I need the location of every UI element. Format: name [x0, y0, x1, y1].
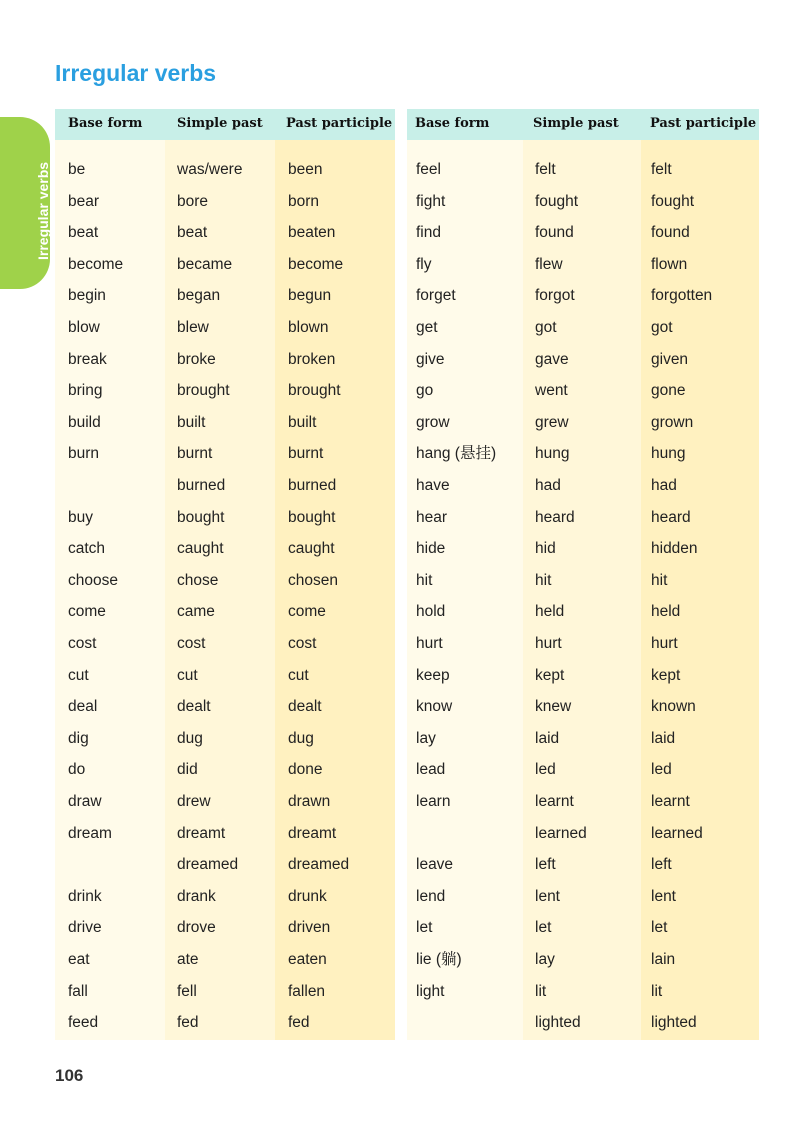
- cell-past-participle: driven: [288, 919, 331, 937]
- cell-simple-past: burnt: [177, 445, 213, 463]
- cell-past-participle: dealt: [288, 698, 322, 716]
- cell-simple-past: lay: [535, 951, 555, 968]
- cell-simple-past: bore: [177, 192, 209, 210]
- cell-base-form: fall: [68, 982, 88, 1000]
- table-header: [407, 109, 759, 140]
- page-title: Irregular verbs: [55, 60, 217, 86]
- cell-past-participle: caught: [288, 540, 335, 558]
- cell-simple-past: became: [177, 255, 233, 273]
- cell-past-participle: burned: [288, 477, 337, 494]
- cell-past-participle: let: [651, 919, 668, 937]
- cell-base-form: hear: [416, 508, 448, 526]
- cell-past-participle: gone: [651, 382, 686, 400]
- cell-base-form: go: [416, 382, 434, 400]
- cell-past-participle: cut: [288, 666, 309, 684]
- cell-past-participle: hung: [651, 445, 686, 463]
- cell-base-form: keep: [416, 666, 450, 684]
- cell-base-form: feel: [416, 161, 441, 178]
- cell-simple-past: dreamt: [177, 824, 226, 842]
- cell-base-form: lend: [416, 887, 446, 905]
- cell-past-participle: kept: [651, 666, 681, 684]
- cell-base-form: grow: [416, 413, 450, 431]
- cell-simple-past: beat: [177, 224, 208, 242]
- cell-past-participle: hidden: [651, 540, 698, 558]
- cell-base-form: dig: [68, 729, 89, 747]
- table-header: [55, 109, 395, 140]
- cell-past-participle: drunk: [288, 887, 327, 905]
- cell-simple-past: came: [177, 603, 215, 621]
- cell-simple-past: hurt: [535, 635, 562, 652]
- cell-base-form: buy: [68, 508, 93, 526]
- cell-simple-past: ate: [177, 951, 199, 968]
- cell-past-participle: been: [288, 161, 323, 178]
- cell-simple-past: held: [535, 603, 565, 621]
- cell-base-form: break: [68, 350, 107, 368]
- cell-past-participle: held: [651, 603, 681, 621]
- cell-base-form: be: [68, 161, 86, 178]
- cell-simple-past: went: [535, 382, 568, 400]
- cell-simple-past: hung: [535, 445, 570, 463]
- cell-simple-past: lent: [535, 887, 560, 905]
- cell-past-participle: fallen: [288, 982, 326, 1000]
- cell-simple-past: bought: [177, 508, 225, 526]
- cell-simple-past: was/were: [177, 161, 243, 178]
- cell-past-participle: lit: [651, 982, 663, 1000]
- cell-base-form: lead: [416, 761, 446, 779]
- cell-past-participle: lighted: [651, 1014, 697, 1032]
- cell-past-participle: drawn: [288, 793, 331, 810]
- cell-simple-past: built: [177, 413, 206, 431]
- cell-simple-past: got: [535, 319, 557, 336]
- cell-base-form: hang (悬挂): [416, 445, 497, 463]
- cell-simple-past: drew: [177, 793, 211, 810]
- cell-past-participle: known: [651, 698, 696, 716]
- cell-base-form: forget: [416, 287, 456, 305]
- cell-simple-past: caught: [177, 540, 224, 558]
- cell-simple-past: cut: [177, 666, 198, 684]
- cell-simple-past: let: [535, 919, 552, 937]
- cell-base-form: build: [68, 413, 101, 431]
- cell-simple-past: dealt: [177, 698, 211, 716]
- cell-simple-past: left: [535, 856, 556, 874]
- cell-past-participle: got: [651, 319, 673, 336]
- cell-simple-past: began: [177, 287, 221, 305]
- cell-past-participle: born: [288, 192, 320, 210]
- cell-simple-past: grew: [535, 413, 569, 431]
- header-simple-past: Simple past: [177, 116, 263, 131]
- cell-past-participle: led: [651, 761, 672, 779]
- cell-past-participle: grown: [651, 413, 694, 431]
- cell-base-form: fight: [416, 192, 446, 210]
- cell-past-participle: built: [288, 413, 317, 431]
- cell-simple-past: brought: [177, 382, 230, 400]
- cell-simple-past: blew: [177, 319, 209, 336]
- cell-simple-past: did: [177, 761, 198, 779]
- cell-base-form: drink: [68, 887, 102, 905]
- cell-simple-past: found: [535, 224, 574, 242]
- cell-simple-past: flew: [535, 255, 563, 273]
- cell-past-participle: eaten: [288, 951, 327, 968]
- cell-simple-past: drove: [177, 919, 216, 937]
- cell-base-form: fly: [416, 255, 432, 273]
- cell-simple-past: fed: [177, 1014, 199, 1032]
- cell-simple-past: kept: [535, 666, 565, 684]
- cell-simple-past: felt: [535, 161, 556, 178]
- cell-simple-past: learnt: [535, 793, 574, 810]
- cell-past-participle: beaten: [288, 224, 336, 242]
- cell-past-participle: left: [651, 856, 672, 874]
- header-past-participle: Past participle: [286, 116, 393, 131]
- cell-simple-past: fell: [177, 982, 197, 1000]
- cell-simple-past: broke: [177, 350, 216, 368]
- cell-simple-past: lighted: [535, 1014, 581, 1032]
- cell-base-form: let: [416, 919, 433, 937]
- cell-base-form: draw: [68, 793, 102, 810]
- side-tab-label: Irregular verbs: [35, 161, 51, 260]
- cell-base-form: drive: [68, 919, 102, 937]
- cell-past-participle: become: [288, 255, 344, 273]
- cell-base-form: deal: [68, 698, 98, 716]
- cell-base-form: eat: [68, 951, 90, 968]
- header-past-participle: Past participle: [650, 116, 757, 131]
- page-number: 106: [55, 1066, 84, 1085]
- cell-base-form: hold: [416, 603, 446, 621]
- cell-simple-past: fought: [535, 192, 579, 210]
- cell-base-form: feed: [68, 1014, 99, 1032]
- cell-past-participle: cost: [288, 635, 317, 652]
- cell-past-participle: forgotten: [651, 287, 713, 305]
- cell-past-participle: learned: [651, 824, 703, 842]
- cell-simple-past: learned: [535, 824, 587, 842]
- cell-base-form: have: [416, 477, 450, 494]
- cell-past-participle: blown: [288, 319, 329, 336]
- cell-base-form: hit: [416, 571, 433, 589]
- cell-base-form: come: [68, 603, 106, 621]
- cell-base-form: begin: [68, 287, 106, 305]
- cell-base-form: blow: [68, 319, 100, 336]
- cell-base-form: hide: [416, 540, 446, 558]
- cell-base-form: beat: [68, 224, 99, 242]
- cell-base-form: leave: [416, 856, 454, 874]
- cell-base-form: do: [68, 761, 86, 779]
- cell-simple-past: dreamed: [177, 856, 239, 874]
- cell-base-form: hurt: [416, 635, 443, 652]
- cell-past-participle: flown: [651, 255, 688, 273]
- cell-simple-past: heard: [535, 508, 575, 526]
- cell-base-form: light: [416, 982, 445, 1000]
- cell-past-participle: done: [288, 761, 323, 779]
- cell-base-form: lie (躺): [416, 951, 462, 968]
- cell-base-form: bring: [68, 382, 103, 400]
- cell-past-participle: brought: [288, 382, 341, 400]
- cell-past-participle: burnt: [288, 445, 324, 463]
- cell-past-participle: dug: [288, 729, 314, 747]
- cell-past-participle: fought: [651, 192, 695, 210]
- cell-past-participle: found: [651, 224, 690, 242]
- cell-simple-past: burned: [177, 477, 226, 494]
- cell-past-participle: hit: [651, 571, 668, 589]
- cell-base-form: become: [68, 255, 124, 273]
- cell-simple-past: knew: [535, 698, 572, 716]
- cell-base-form: catch: [68, 540, 106, 558]
- cell-base-form: choose: [68, 571, 118, 589]
- cell-base-form: bear: [68, 192, 100, 210]
- cell-simple-past: led: [535, 761, 556, 779]
- cell-past-participle: had: [651, 477, 677, 494]
- cell-past-participle: dreamed: [288, 856, 350, 874]
- cell-base-form: find: [416, 224, 441, 242]
- cell-simple-past: drank: [177, 887, 216, 905]
- cell-past-participle: bought: [288, 508, 336, 526]
- cell-base-form: lay: [416, 729, 436, 747]
- cell-base-form: dream: [68, 824, 112, 842]
- cell-simple-past: forgot: [535, 287, 575, 305]
- cell-simple-past: hid: [535, 540, 556, 558]
- cell-base-form: burn: [68, 445, 100, 463]
- cell-simple-past: dug: [177, 729, 203, 747]
- cell-simple-past: hit: [535, 571, 552, 589]
- cell-past-participle: fed: [288, 1014, 310, 1032]
- cell-base-form: cost: [68, 635, 97, 652]
- verb-table-left: [55, 109, 395, 1040]
- cell-past-participle: chosen: [288, 571, 338, 589]
- cell-base-form: give: [416, 350, 445, 368]
- cell-past-participle: laid: [651, 729, 676, 747]
- cell-simple-past: had: [535, 477, 561, 494]
- cell-past-participle: begun: [288, 287, 332, 305]
- cell-past-participle: hurt: [651, 635, 678, 652]
- cell-simple-past: lit: [535, 982, 547, 1000]
- cell-past-participle: felt: [651, 161, 672, 178]
- cell-base-form: get: [416, 319, 438, 336]
- cell-past-participle: given: [651, 350, 689, 368]
- cell-past-participle: lain: [651, 951, 676, 968]
- cell-simple-past: gave: [535, 350, 569, 368]
- cell-past-participle: learnt: [651, 793, 690, 810]
- cell-base-form: learn: [416, 793, 451, 810]
- verb-table-right: [407, 109, 759, 1040]
- cell-past-participle: lent: [651, 887, 676, 905]
- cell-base-form: cut: [68, 666, 89, 684]
- cell-past-participle: come: [288, 603, 326, 621]
- cell-simple-past: laid: [535, 729, 560, 747]
- cell-simple-past: chose: [177, 571, 219, 589]
- header-base-form: Base form: [415, 116, 490, 131]
- cell-base-form: know: [416, 698, 453, 716]
- header-base-form: Base form: [68, 116, 143, 131]
- cell-simple-past: cost: [177, 635, 206, 652]
- header-simple-past: Simple past: [533, 116, 619, 131]
- cell-past-participle: dreamt: [288, 824, 337, 842]
- cell-past-participle: heard: [651, 508, 691, 526]
- cell-past-participle: broken: [288, 350, 336, 368]
